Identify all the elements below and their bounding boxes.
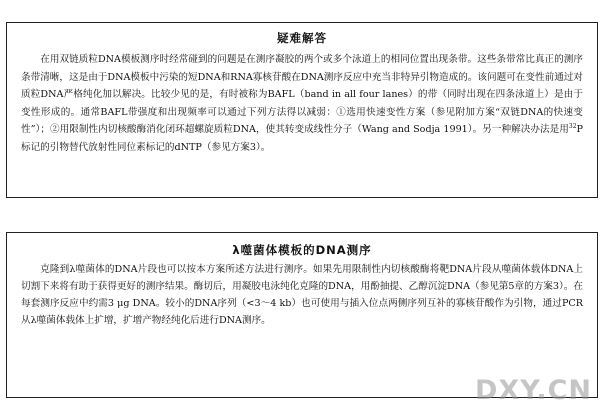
troubleshooting-title: 疑难解答 (277, 31, 327, 45)
lambda-sequencing-box (6, 232, 598, 398)
troubleshooting-text-part2: P标记的引物替代放射性同位素标记的dNTP（参见方案3）。 (21, 124, 583, 153)
lambda-sequencing-title: λ噬菌体模板的DNA测序 (232, 243, 372, 257)
lambda-sequencing-paragraph: 克隆到λ噬菌体的DNA片段也可以按本方案所述方法进行测序。如果先用限制性内切核酸酶将靶DNA片段从噬菌体载体DNA上切割下来将有助于获得更好的测序结果。酶切后，用凝胶电泳纯化克隆的DNA，用酚抽提、乙醇沉淀DNA（参见第5章的方案3）。在每套测序反应中约需3 μg DNA。较小的DNA序列（<3～4 kb）也可使用与插入位点两侧序列互补的寡核苷酸作为引物，通过PCR从λ噬菌体载体上扩增，扩增产物经纯化后进行DNA测序。 (21, 264, 583, 326)
troubleshooting-text-part1: 在用双链质粒DNA模板测序时经常碰到的问题是在测序凝胶的两个或多个泳道上的相同位置出现条带。这些条带常比真正的测序条带清晰，这是由于DNA模板中污染的短DNA和RNA寡核苷酸在DNA测序反应中充当非特异引物造成的。该问题可在变性前通过对质粒DNA严格纯化加以解决。比较少见的是，有时被称为BAFL（band in all four lanes）的带（同时出现在四条泳道上）是由于变性形成的。通常BAFL带强度和出现频率可以通过下列方法得以减弱：①选用快速变性方案（参见附加方案“双链DNA的快速变性”）；②用限制性内切核酸酶消化闭环超螺旋质粒DNA，使其转变成线性分子（Wang and Sodja 1991）。另一种解决办法是用 (21, 54, 583, 136)
troubleshooting-box (6, 22, 598, 198)
isotope-superscript: 32 (568, 123, 577, 131)
site-watermark: DXY.CN (475, 375, 592, 406)
troubleshooting-paragraph (21, 51, 583, 157)
